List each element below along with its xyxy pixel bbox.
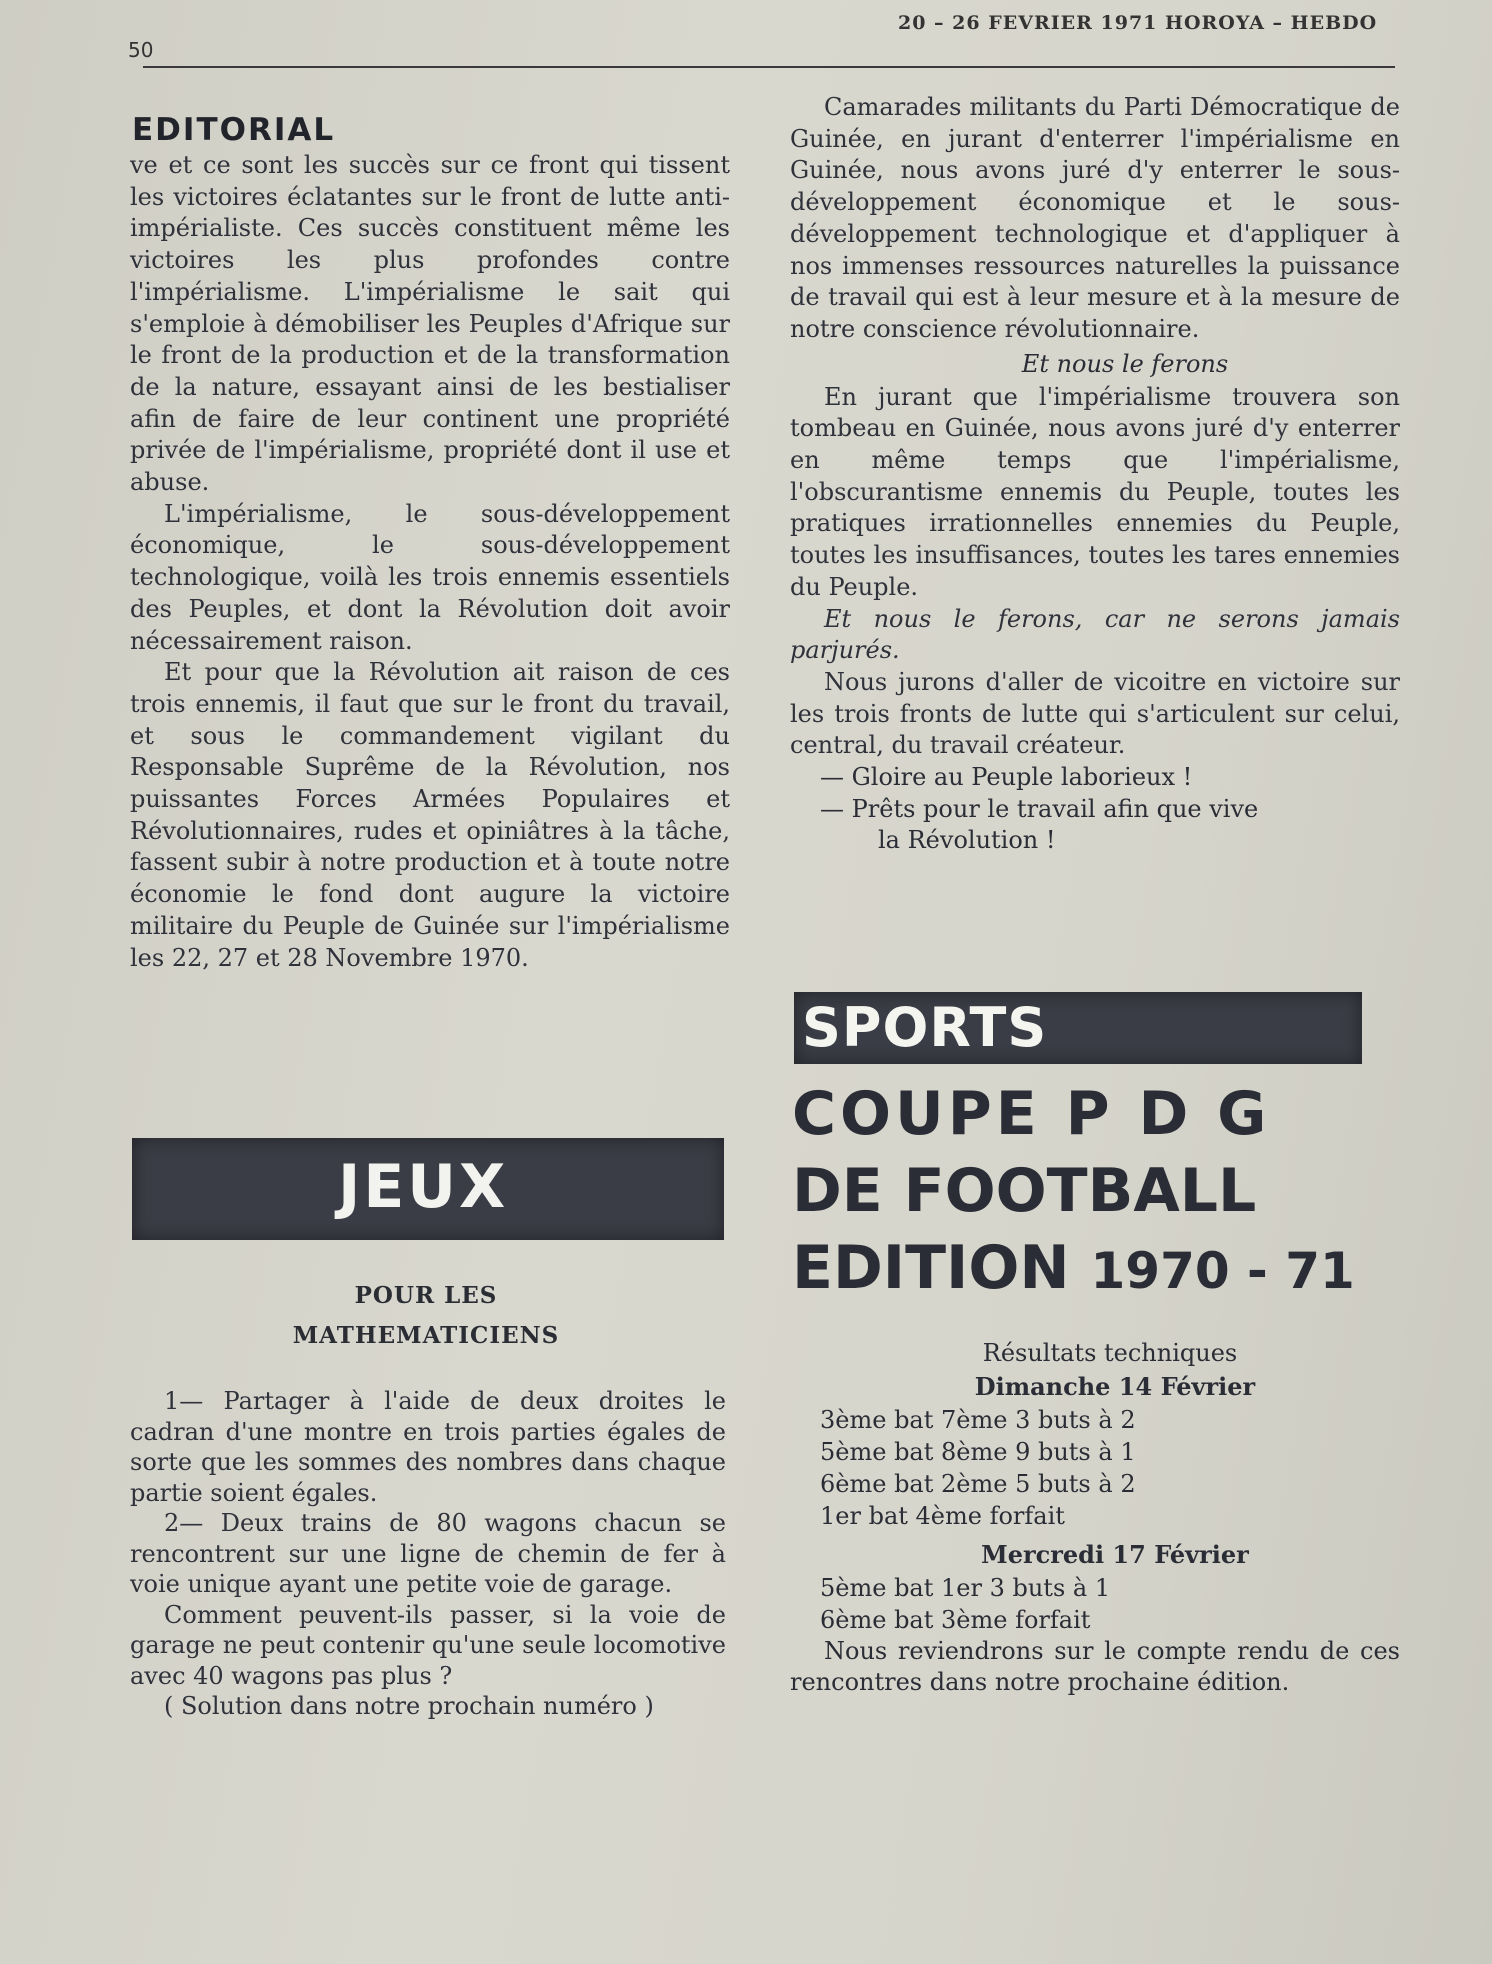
result-line: 5ème bat 1er 3 buts à 1 (820, 1574, 1111, 1602)
results-day: Mercredi 17 Février (981, 1540, 1249, 1569)
results-closing: Nous reviendrons sur le compte rendu de ces rencontres dans notre prochaine édition. (790, 1637, 1400, 1696)
sports-results (790, 1336, 1400, 1698)
coupe-edition-year: 1970 - 71 (1090, 1242, 1355, 1300)
jeux-solution-note: ( Solution dans notre prochain numéro ) (164, 1692, 654, 1720)
editorial-paragraph: ve et ce sont les succès sur ce front qui tissent les victoires éclatantes sur le front de lutte anti-impérialiste. Ces succès constituent même les victoires les plus profondes contre l'impérialisme. L'impérialisme le sait qui s'emploie à démobiliser les Peuples d'Afrique sur le front de la production et de la transformation de la nature, essayant ainsi de les bestialiser afin de faire de leur continent une propriété privée de l'impérialisme, propriété dont il use et abuse. (130, 151, 730, 497)
result-line: 5ème bat 8ème 9 buts à 1 (820, 1438, 1136, 1466)
editorial-left-column (130, 110, 730, 974)
editorial-paragraph: En jurant que l'impérialisme trouvera son tombeau en Guinée, nous avons juré d'y enterrer en même temps que l'impérialisme, l'obscurantisme ennemis du Peuple, toutes les pratiques irrationnelles ennemies du Peuple, toutes les insuffisances, toutes les tares ennemies du Peuple. (790, 382, 1400, 601)
coupe-headline-line: DE FOOTBALL (792, 1156, 1257, 1226)
editorial-paragraph: L'impérialisme, le sous-développement économique, le sous-développement technologique, voilà les trois ennemis essentiels des Peuples, et dont la Révolution doit avoir nécessairement raison. (130, 499, 730, 655)
slogan-line: la Révolution ! (878, 826, 1056, 855)
jeux-title-line: MATHEMATICIENS (292, 1322, 560, 1349)
editorial-paragraph: Nous jurons d'aller de vicoitre en victoire sur les trois fronts de lutte qui s'articulent sur celui, central, du travail créateur. (790, 667, 1400, 760)
slogan-line: — Gloire au Peuple laborieux ! (820, 763, 1193, 792)
result-line: 6ème bat 3ème forfait (820, 1606, 1091, 1634)
header-rule (143, 66, 1395, 68)
coupe-headline (792, 1076, 1355, 1310)
jeux-question: Comment peuvent-ils passer, si la voie de garage ne peut contenir qu'une seule locomotive avec 40 wagons pas plus ? (130, 1600, 726, 1690)
result-line: 6ème bat 2ème 5 buts à 2 (820, 1470, 1136, 1498)
page-number: 50 (128, 38, 154, 62)
editorial-right-column (790, 92, 1400, 857)
coupe-headline-line (792, 1230, 1355, 1310)
results-subtitle: Résultats techniques (982, 1339, 1238, 1367)
result-line: 3ème bat 7ème 3 buts à 2 (820, 1406, 1136, 1434)
coupe-edition-word: EDITION (792, 1233, 1070, 1303)
results-day: Dimanche 14 Février (974, 1372, 1256, 1401)
running-header: 20 – 26 FEVRIER 1971 HOROYA – HEBDO (898, 12, 1378, 34)
editorial-subheading: Et nous le ferons (1021, 349, 1229, 378)
jeux-banner (132, 1138, 724, 1240)
result-line: 1er bat 4ème forfait (820, 1502, 1065, 1530)
jeux-title (130, 1276, 722, 1356)
slogan-line: — Prêts pour le travail afin que vive (820, 794, 1259, 823)
editorial-heading: EDITORIAL (132, 112, 336, 148)
jeux-title-line: POUR LES (354, 1282, 498, 1309)
sports-banner-label: SPORTS (802, 996, 1048, 1059)
coupe-headline-line: COUPE P D G (792, 1079, 1271, 1149)
jeux-question: 2— Deux trains de 80 wagons chacun se rencontrent sur une ligne de chemin de fer à voie unique ayant une petite voie de garage. (130, 1509, 726, 1598)
sports-banner (794, 992, 1362, 1064)
editorial-paragraph: Et nous le ferons, car ne serons jamais parjurés. (790, 604, 1400, 665)
jeux-question: 1— Partager à l'aide de deux droites le cadran d'une montre en trois parties égales de sorte que les sommes des nombres dans chaque partie soient égales. (130, 1387, 726, 1507)
editorial-paragraph: Et pour que la Révolution ait raison de ces trois ennemis, il faut que sur le front du travail, et sous le commandement vigilant du Responsable Suprême de la Révolution, nos puissantes Forces Armées Populaires et Révolutionnaires, rudes et opiniâtres à la tâche, fassent subir à notre production et à toute notre économie le fond dont augure la victoire militaire du Peuple de Guinée sur l'impérialisme les 22, 27 et 28 Novembre 1970. (130, 658, 730, 972)
editorial-paragraph: Camarades militants du Parti Démocratique de Guinée, en jurant d'enterrer l'impérialisme en Guinée, nous avons juré d'y enterrer le sous-développement économique et le sous-développement technologique et d'appliquer à nos immenses ressources naturelles la puissance de travail qui est à leur mesure et à la mesure de notre conscience révolutionnaire. (790, 93, 1400, 343)
jeux-banner-label: JEUX (338, 1152, 509, 1222)
jeux-body (130, 1386, 726, 1722)
